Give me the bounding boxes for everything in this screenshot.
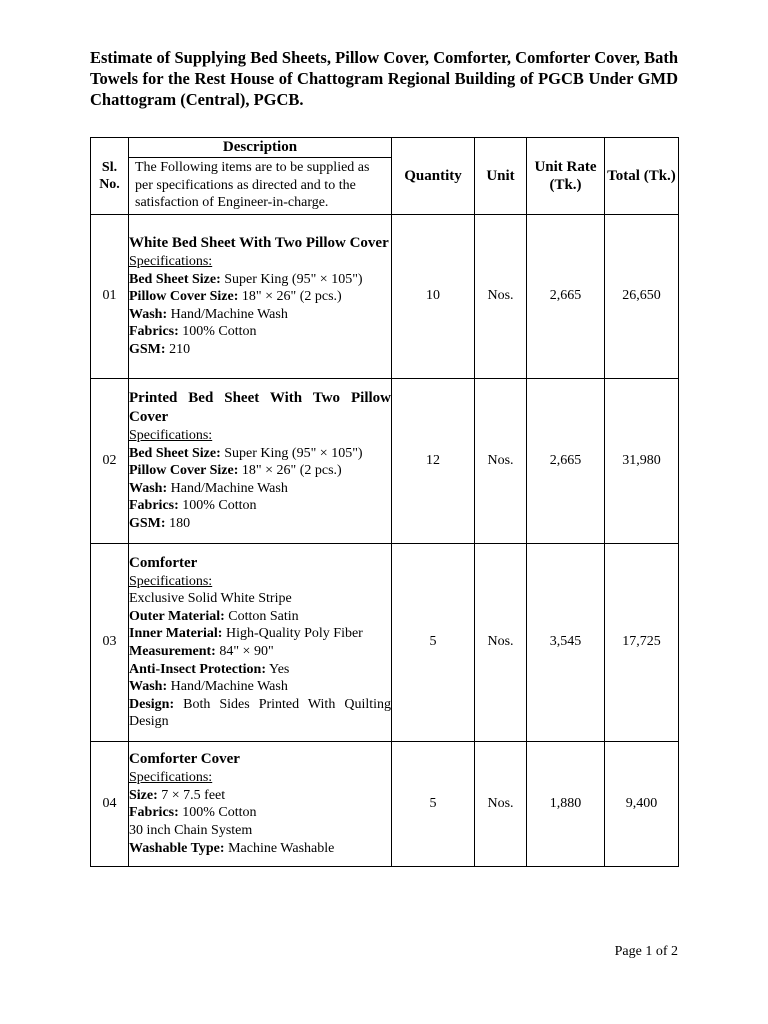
total-cell: 26,650: [605, 214, 679, 378]
spec-value: High-Quality Poly Fiber: [222, 626, 363, 642]
header-description-note: The Following items are to be supplied as per specifications as directed and to the satisfaction of Engineer-in-charge.: [135, 160, 370, 211]
estimate-rows: [91, 214, 679, 866]
unit-cell: Nos.: [475, 214, 527, 378]
spec-value: Cotton Satin: [224, 608, 299, 624]
sl-no-cell: 03: [91, 543, 129, 741]
estimate-table: [90, 137, 679, 867]
header-sl-no: Sl. No.: [91, 138, 129, 215]
spec-value: 18" × 26" (2 pcs.): [238, 289, 342, 305]
quantity-cell: 5: [392, 543, 475, 741]
spec-line: [129, 643, 391, 661]
spec-key: Wash:: [129, 306, 168, 322]
table-row: [91, 741, 679, 866]
total-cell: 17,725: [605, 543, 679, 741]
spec-line: [129, 271, 391, 289]
description-cell: [129, 214, 392, 378]
specifications-label: Specifications:: [129, 770, 213, 786]
spec-line: [129, 661, 391, 679]
spec-value: Yes: [266, 661, 290, 677]
spec-key: Measurement:: [129, 643, 216, 659]
spec-key: Wash:: [129, 679, 168, 695]
spec-line: [129, 840, 391, 858]
item-title: Printed Bed Sheet With Two Pillow Cover: [129, 390, 391, 425]
unit-rate-cell: 3,545: [527, 543, 605, 741]
spec-line: [129, 625, 391, 643]
table-row: [91, 543, 679, 741]
spec-line: [129, 678, 391, 696]
spec-value: Machine Washable: [224, 840, 335, 856]
spec-key: GSM:: [129, 515, 166, 531]
unit-rate-cell: 2,665: [527, 214, 605, 378]
spec-value: 100% Cotton: [178, 805, 257, 821]
spec-value: 30 inch Chain System: [129, 823, 253, 839]
header-description-title: Description: [129, 138, 391, 158]
quantity-cell: 5: [392, 741, 475, 866]
spec-key: Anti-Insect Protection:: [129, 661, 266, 677]
document-title: Estimate of Supplying Bed Sheets, Pillow Cover, Comforter, Comforter Cover, Bath Towels for the Rest House of Chattogram Regional Building of PGCB Under GMD Chattogram (Central), PGCB.: [90, 48, 678, 109]
total-cell: 31,980: [605, 378, 679, 543]
spec-key: Outer Material:: [129, 608, 225, 624]
header-description: [129, 138, 392, 215]
spec-value: 210: [165, 341, 191, 357]
description-cell: [129, 378, 392, 543]
spec-key: Pillow Cover Size:: [129, 289, 239, 305]
spec-key: Size:: [129, 787, 158, 803]
spec-line: [129, 445, 391, 463]
spec-line: [129, 288, 391, 306]
header-unit-rate: Unit Rate (Tk.): [527, 138, 605, 215]
spec-key: Fabrics:: [129, 498, 179, 514]
spec-line: [129, 462, 391, 480]
total-cell: 9,400: [605, 741, 679, 866]
spec-value: 100% Cotton: [178, 324, 257, 340]
unit-rate-cell: 2,665: [527, 378, 605, 543]
spec-key: Pillow Cover Size:: [129, 463, 239, 479]
spec-line: [129, 608, 391, 626]
spec-line: [129, 804, 391, 822]
spec-line: [129, 480, 391, 498]
sl-no-cell: 02: [91, 378, 129, 543]
spec-line: [129, 323, 391, 341]
item-title: White Bed Sheet With Two Pillow Cover: [129, 235, 389, 251]
spec-line: [129, 822, 391, 840]
description-cell: [129, 741, 392, 866]
specifications-label: Specifications:: [129, 428, 213, 443]
specifications-label: Specifications:: [129, 254, 213, 269]
quantity-cell: 12: [392, 378, 475, 543]
table-row: [91, 214, 679, 378]
sl-no-cell: 04: [91, 741, 129, 866]
spec-key: Bed Sheet Size:: [129, 445, 221, 461]
spec-value: 100% Cotton: [178, 498, 257, 514]
quantity-cell: 10: [392, 214, 475, 378]
spec-value: Both Sides Printed With Quilting Design: [129, 696, 391, 730]
spec-key: Wash:: [129, 480, 168, 496]
page-number: Page 1 of 2: [614, 944, 678, 959]
spec-key: Inner Material:: [129, 626, 223, 642]
spec-value: Hand/Machine Wash: [167, 480, 288, 496]
spec-value: Hand/Machine Wash: [167, 306, 288, 322]
spec-line: [129, 590, 391, 608]
spec-line: [129, 515, 391, 533]
spec-line: [129, 497, 391, 515]
header-quantity: Quantity: [392, 138, 475, 215]
spec-key: Design:: [129, 696, 175, 712]
unit-rate-cell: 1,880: [527, 741, 605, 866]
spec-value: 84" × 90": [215, 643, 274, 659]
sl-no-cell: 01: [91, 214, 129, 378]
unit-cell: Nos.: [475, 378, 527, 543]
spec-value: Super King (95" × 105"): [220, 445, 363, 461]
unit-cell: Nos.: [475, 741, 527, 866]
description-cell: [129, 543, 392, 741]
spec-key: GSM:: [129, 341, 166, 357]
item-title: Comforter Cover: [129, 751, 240, 768]
spec-key: Bed Sheet Size:: [129, 271, 221, 287]
spec-line: [129, 696, 391, 731]
header-total: Total (Tk.): [605, 138, 679, 215]
spec-key: Fabrics:: [129, 805, 179, 821]
spec-value: 18" × 26" (2 pcs.): [238, 463, 342, 479]
spec-value: 7 × 7.5 feet: [157, 787, 226, 803]
spec-value: Hand/Machine Wash: [167, 679, 288, 695]
spec-value: Super King (95" × 105"): [220, 271, 363, 287]
table-row: [91, 378, 679, 543]
header-unit: Unit: [475, 138, 527, 215]
item-title: Comforter: [129, 554, 198, 571]
spec-line: [129, 306, 391, 324]
spec-value: 180: [165, 515, 191, 531]
specifications-label: Specifications:: [129, 573, 213, 589]
spec-key: Fabrics:: [129, 324, 179, 340]
spec-line: [129, 787, 391, 805]
spec-key: Washable Type:: [129, 840, 225, 856]
spec-value: Exclusive Solid White Stripe: [129, 591, 292, 607]
spec-line: [129, 341, 391, 359]
unit-cell: Nos.: [475, 543, 527, 741]
